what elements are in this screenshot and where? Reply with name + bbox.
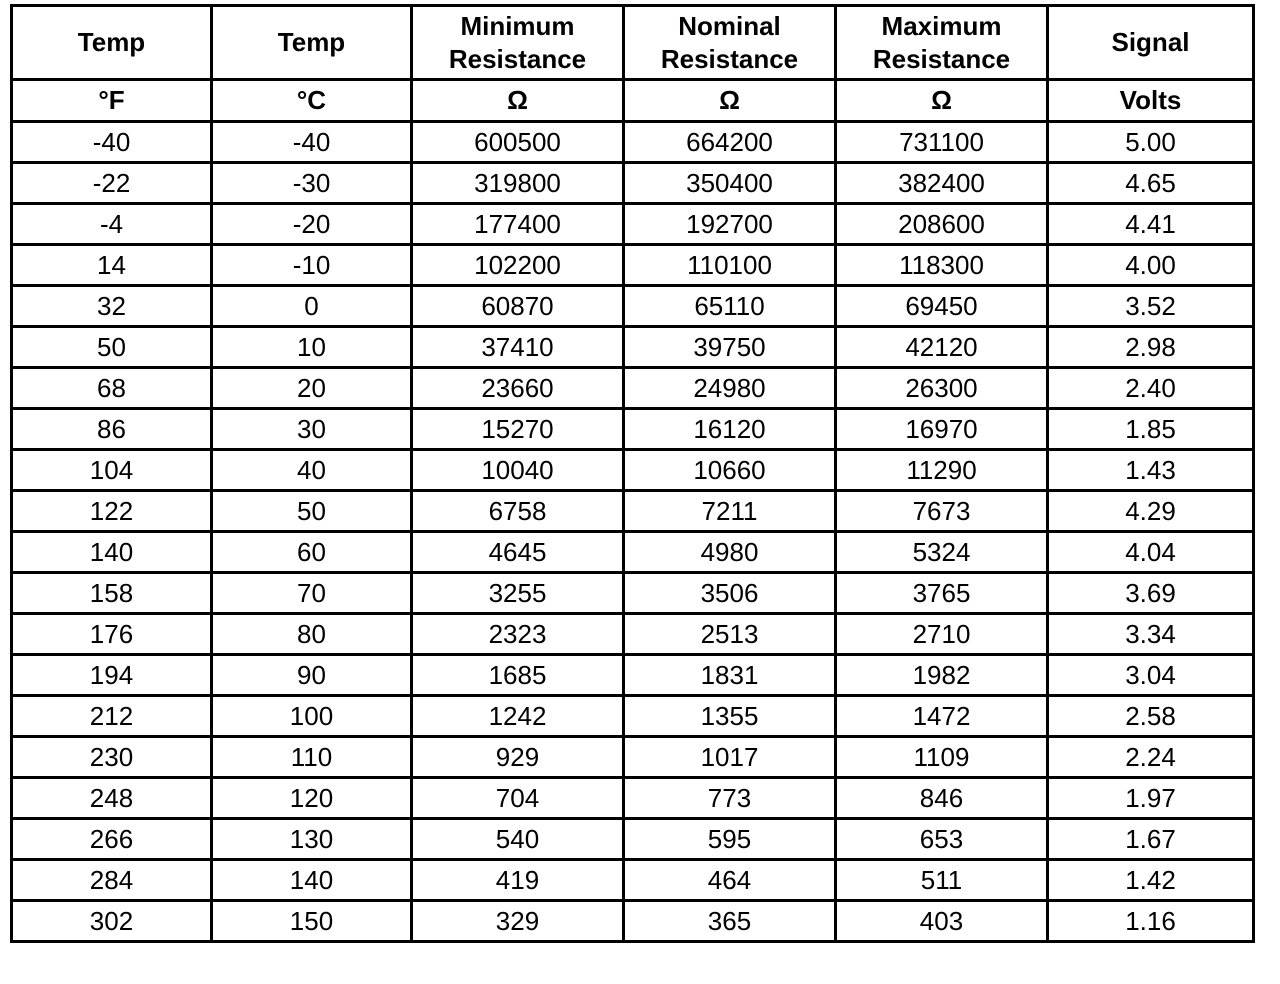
temp-c-cell: 0 xyxy=(212,286,412,327)
unit-ohm-max: Ω xyxy=(836,80,1048,122)
signal-volts-cell: 2.40 xyxy=(1048,368,1254,409)
max-resistance-cell: 5324 xyxy=(836,532,1048,573)
temp-c-cell: 80 xyxy=(212,614,412,655)
min-resistance-cell: 10040 xyxy=(412,450,624,491)
signal-volts-cell: 1.16 xyxy=(1048,901,1254,942)
header-line: Signal xyxy=(1111,27,1190,57)
max-resistance-cell: 69450 xyxy=(836,286,1048,327)
temp-c-cell: 20 xyxy=(212,368,412,409)
temp-c-cell: 90 xyxy=(212,655,412,696)
signal-volts-cell: 1.97 xyxy=(1048,778,1254,819)
min-resistance-cell: 4645 xyxy=(412,532,624,573)
min-resistance-cell: 6758 xyxy=(412,491,624,532)
header-line: Resistance xyxy=(872,43,1011,74)
max-resistance-cell: 11290 xyxy=(836,450,1048,491)
signal-volts-cell: 1.42 xyxy=(1048,860,1254,901)
nominal-resistance-cell: 595 xyxy=(624,819,836,860)
header-minimum-resistance xyxy=(412,6,624,80)
max-resistance-cell: 1472 xyxy=(836,696,1048,737)
table-row xyxy=(12,573,1254,614)
unit-volts: Volts xyxy=(1048,80,1254,122)
max-resistance-cell: 16970 xyxy=(836,409,1048,450)
table-row xyxy=(12,450,1254,491)
table-row xyxy=(12,614,1254,655)
temp-f-cell: -22 xyxy=(12,163,212,204)
temp-f-cell: 86 xyxy=(12,409,212,450)
nominal-resistance-cell: 10660 xyxy=(624,450,836,491)
table-row xyxy=(12,327,1254,368)
table-row xyxy=(12,204,1254,245)
table-body xyxy=(12,122,1254,942)
unit-fahrenheit: °F xyxy=(12,80,212,122)
nominal-resistance-cell: 2513 xyxy=(624,614,836,655)
temp-c-cell: 40 xyxy=(212,450,412,491)
nominal-resistance-cell: 24980 xyxy=(624,368,836,409)
max-resistance-cell: 3765 xyxy=(836,573,1048,614)
signal-volts-cell: 1.43 xyxy=(1048,450,1254,491)
temp-c-cell: 70 xyxy=(212,573,412,614)
signal-volts-cell: 1.67 xyxy=(1048,819,1254,860)
units-row xyxy=(12,80,1254,122)
min-resistance-cell: 23660 xyxy=(412,368,624,409)
temp-f-cell: 14 xyxy=(12,245,212,286)
nominal-resistance-cell: 16120 xyxy=(624,409,836,450)
min-resistance-cell: 929 xyxy=(412,737,624,778)
temp-c-cell: 150 xyxy=(212,901,412,942)
temp-c-cell: 10 xyxy=(212,327,412,368)
max-resistance-cell: 42120 xyxy=(836,327,1048,368)
temp-c-cell: 130 xyxy=(212,819,412,860)
table-row xyxy=(12,368,1254,409)
table-row xyxy=(12,901,1254,942)
temp-c-cell: -40 xyxy=(212,122,412,163)
table-row xyxy=(12,491,1254,532)
table-row xyxy=(12,819,1254,860)
signal-volts-cell: 3.52 xyxy=(1048,286,1254,327)
header-maximum-resistance xyxy=(836,6,1048,80)
signal-volts-cell: 2.58 xyxy=(1048,696,1254,737)
temp-f-cell: 302 xyxy=(12,901,212,942)
max-resistance-cell: 653 xyxy=(836,819,1048,860)
temp-f-cell: 284 xyxy=(12,860,212,901)
min-resistance-cell: 329 xyxy=(412,901,624,942)
temp-c-cell: 110 xyxy=(212,737,412,778)
max-resistance-cell: 1982 xyxy=(836,655,1048,696)
header-line: Resistance xyxy=(448,43,587,74)
min-resistance-cell: 15270 xyxy=(412,409,624,450)
temp-f-cell: -40 xyxy=(12,122,212,163)
table-row xyxy=(12,122,1254,163)
min-resistance-cell: 177400 xyxy=(412,204,624,245)
header-line: Nominal xyxy=(678,10,781,41)
signal-volts-cell: 4.65 xyxy=(1048,163,1254,204)
unit-celsius: °C xyxy=(212,80,412,122)
temp-f-cell: 140 xyxy=(12,532,212,573)
nominal-resistance-cell: 1017 xyxy=(624,737,836,778)
temp-c-cell: -20 xyxy=(212,204,412,245)
nominal-resistance-cell: 773 xyxy=(624,778,836,819)
min-resistance-cell: 704 xyxy=(412,778,624,819)
max-resistance-cell: 382400 xyxy=(836,163,1048,204)
temp-c-cell: 30 xyxy=(212,409,412,450)
min-resistance-cell: 419 xyxy=(412,860,624,901)
min-resistance-cell: 1685 xyxy=(412,655,624,696)
unit-ohm-min: Ω xyxy=(412,80,624,122)
header-temp-f xyxy=(12,6,212,80)
signal-volts-cell: 4.00 xyxy=(1048,245,1254,286)
temp-f-cell: 104 xyxy=(12,450,212,491)
signal-volts-cell: 4.41 xyxy=(1048,204,1254,245)
nominal-resistance-cell: 7211 xyxy=(624,491,836,532)
temp-f-cell: 194 xyxy=(12,655,212,696)
temp-f-cell: 230 xyxy=(12,737,212,778)
signal-volts-cell: 3.69 xyxy=(1048,573,1254,614)
temp-c-cell: 50 xyxy=(212,491,412,532)
min-resistance-cell: 3255 xyxy=(412,573,624,614)
header-signal xyxy=(1048,6,1254,80)
signal-volts-cell: 2.98 xyxy=(1048,327,1254,368)
min-resistance-cell: 1242 xyxy=(412,696,624,737)
header-row xyxy=(12,6,1254,80)
temp-c-cell: 140 xyxy=(212,860,412,901)
max-resistance-cell: 403 xyxy=(836,901,1048,942)
min-resistance-cell: 319800 xyxy=(412,163,624,204)
temp-f-cell: 50 xyxy=(12,327,212,368)
min-resistance-cell: 2323 xyxy=(412,614,624,655)
max-resistance-cell: 26300 xyxy=(836,368,1048,409)
nominal-resistance-cell: 192700 xyxy=(624,204,836,245)
temp-f-cell: 248 xyxy=(12,778,212,819)
table-row xyxy=(12,737,1254,778)
max-resistance-cell: 208600 xyxy=(836,204,1048,245)
header-line: Temp xyxy=(77,27,146,57)
signal-volts-cell: 2.24 xyxy=(1048,737,1254,778)
temp-c-cell: -10 xyxy=(212,245,412,286)
temp-c-cell: 100 xyxy=(212,696,412,737)
table-row xyxy=(12,245,1254,286)
max-resistance-cell: 7673 xyxy=(836,491,1048,532)
nominal-resistance-cell: 1355 xyxy=(624,696,836,737)
temp-f-cell: 266 xyxy=(12,819,212,860)
temp-f-cell: 176 xyxy=(12,614,212,655)
min-resistance-cell: 600500 xyxy=(412,122,624,163)
nominal-resistance-cell: 664200 xyxy=(624,122,836,163)
max-resistance-cell: 846 xyxy=(836,778,1048,819)
temp-f-cell: 32 xyxy=(12,286,212,327)
nominal-resistance-cell: 3506 xyxy=(624,573,836,614)
header-temp-c xyxy=(212,6,412,80)
max-resistance-cell: 2710 xyxy=(836,614,1048,655)
max-resistance-cell: 731100 xyxy=(836,122,1048,163)
header-line: Resistance xyxy=(660,43,799,74)
nominal-resistance-cell: 65110 xyxy=(624,286,836,327)
table-row xyxy=(12,860,1254,901)
temperature-resistance-table xyxy=(10,4,1255,943)
max-resistance-cell: 118300 xyxy=(836,245,1048,286)
temp-f-cell: 158 xyxy=(12,573,212,614)
min-resistance-cell: 37410 xyxy=(412,327,624,368)
nominal-resistance-cell: 39750 xyxy=(624,327,836,368)
table-row xyxy=(12,696,1254,737)
temp-f-cell: 68 xyxy=(12,368,212,409)
temp-f-cell: 122 xyxy=(12,491,212,532)
temperature-resistance-table-container xyxy=(10,4,1252,966)
nominal-resistance-cell: 365 xyxy=(624,901,836,942)
header-line: Temp xyxy=(277,27,346,57)
header-line: Maximum xyxy=(881,10,1002,41)
nominal-resistance-cell: 110100 xyxy=(624,245,836,286)
max-resistance-cell: 511 xyxy=(836,860,1048,901)
nominal-resistance-cell: 350400 xyxy=(624,163,836,204)
header-nominal-resistance xyxy=(624,6,836,80)
nominal-resistance-cell: 464 xyxy=(624,860,836,901)
signal-volts-cell: 3.04 xyxy=(1048,655,1254,696)
max-resistance-cell: 1109 xyxy=(836,737,1048,778)
min-resistance-cell: 540 xyxy=(412,819,624,860)
nominal-resistance-cell: 1831 xyxy=(624,655,836,696)
temp-c-cell: 60 xyxy=(212,532,412,573)
nominal-resistance-cell: 4980 xyxy=(624,532,836,573)
header-line: Minimum xyxy=(460,10,575,41)
unit-ohm-nominal: Ω xyxy=(624,80,836,122)
signal-volts-cell: 1.85 xyxy=(1048,409,1254,450)
signal-volts-cell: 4.04 xyxy=(1048,532,1254,573)
temp-c-cell: 120 xyxy=(212,778,412,819)
min-resistance-cell: 60870 xyxy=(412,286,624,327)
table-row xyxy=(12,655,1254,696)
table-row xyxy=(12,286,1254,327)
signal-volts-cell: 4.29 xyxy=(1048,491,1254,532)
table-row xyxy=(12,532,1254,573)
table-row xyxy=(12,163,1254,204)
min-resistance-cell: 102200 xyxy=(412,245,624,286)
temp-f-cell: 212 xyxy=(12,696,212,737)
table-row xyxy=(12,409,1254,450)
table-row xyxy=(12,778,1254,819)
signal-volts-cell: 3.34 xyxy=(1048,614,1254,655)
temp-f-cell: -4 xyxy=(12,204,212,245)
temp-c-cell: -30 xyxy=(212,163,412,204)
signal-volts-cell: 5.00 xyxy=(1048,122,1254,163)
